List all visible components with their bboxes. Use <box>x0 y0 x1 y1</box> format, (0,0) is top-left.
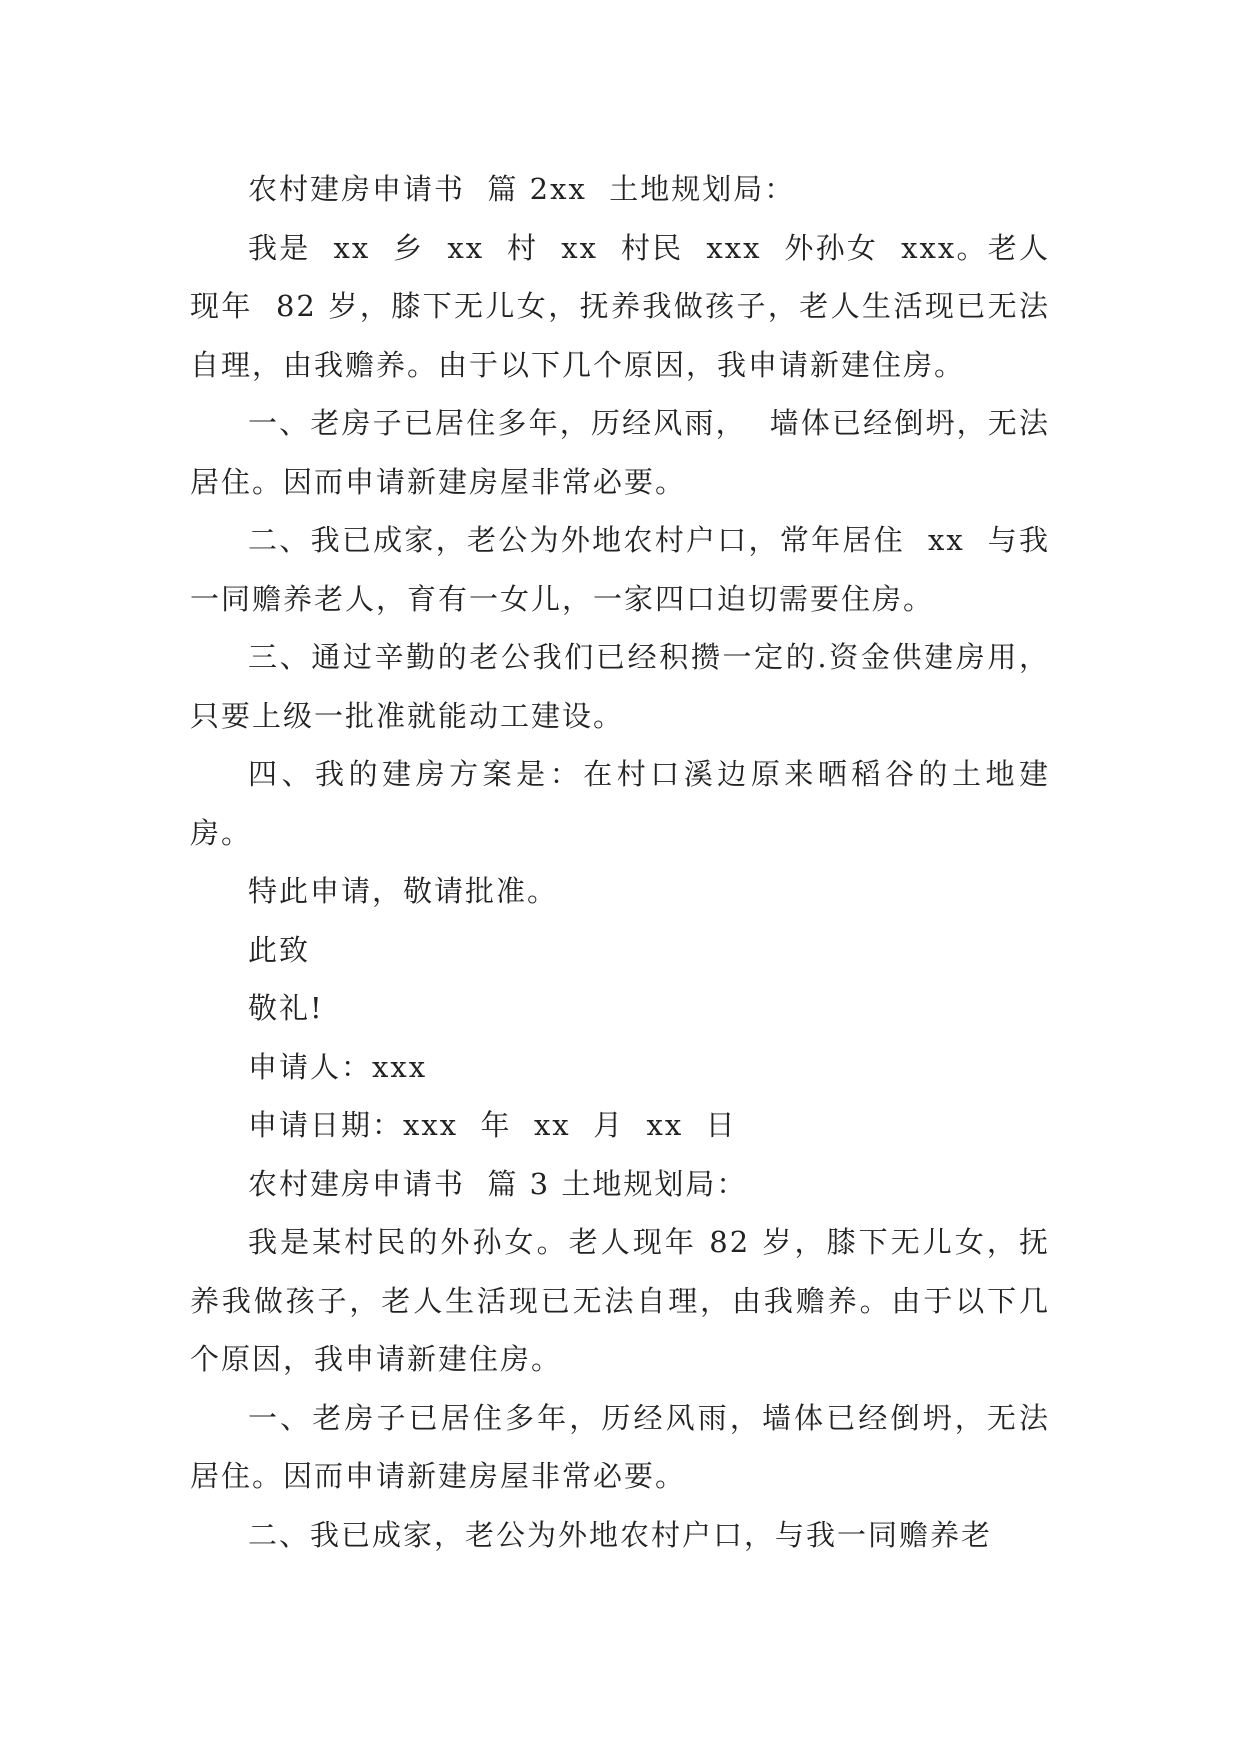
closing-respect: 敬礼! <box>248 991 324 1025</box>
application-date-line: 申请日期：xxx 年 xx 月 xx 日 <box>248 1108 737 1142</box>
heading-part-3: 农村建房申请书 篇 3 土地规划局： <box>248 1166 748 1201</box>
applicant-line: 申请人：xxx <box>248 1049 428 1084</box>
paragraph-reason-1: 一、老房子已居住多年，历经风雨， 墙体已经倒坍，无法居住。因而申请新建房屋非常必要。 <box>190 406 1050 499</box>
paragraph-reason-3: 三、通过辛勤的老公我们已经积攒一定的.资金供建房用，只要上级一批准就能动工建设。 <box>190 640 1050 733</box>
paragraph-intro-2: 我是某村民的外孙女。老人现年 82 岁，膝下无儿女，抚养我做孩子，老人生活现已无法自理，由我赡养。由于以下几个原因，我申请新建住房。 <box>190 1225 1050 1376</box>
paragraph-intro: 我是 xx 乡 xx 村 xx 村民 xxx 外孙女 xxx。老人现年 82 岁，膝下无儿女，抚养我做孩子，老人生活现已无法自理，由我赡养。由于以下几个原因，我申请新建住房。 <box>190 230 1050 382</box>
paragraph-request: 特此申请，敬请批准。 <box>248 874 559 908</box>
paragraph-reason-2-b: 二、我已成家，老公为外地农村户口，与我一同赡养老 <box>248 1517 993 1552</box>
closing-salutation: 此致 <box>248 932 311 967</box>
paragraph-reason-1-b: 一、老房子已居住多年，历经风雨，墙体已经倒坍，无法居住。因而申请新建房屋非常必要。 <box>190 1400 1050 1493</box>
paragraph-reason-2: 二、我已成家，老公为外地农村户口，常年居住 xx 与我一同赡养老人，育有一女儿，一家四口迫切需要住房。 <box>190 523 1050 616</box>
document-body <box>190 160 1050 1564</box>
paragraph-reason-4: 四、我的建房方案是：在村口溪边原来晒稻谷的土地建房。 <box>190 757 1050 850</box>
heading-part-2: 农村建房申请书 篇 2xx 土地规划局： <box>248 172 796 206</box>
